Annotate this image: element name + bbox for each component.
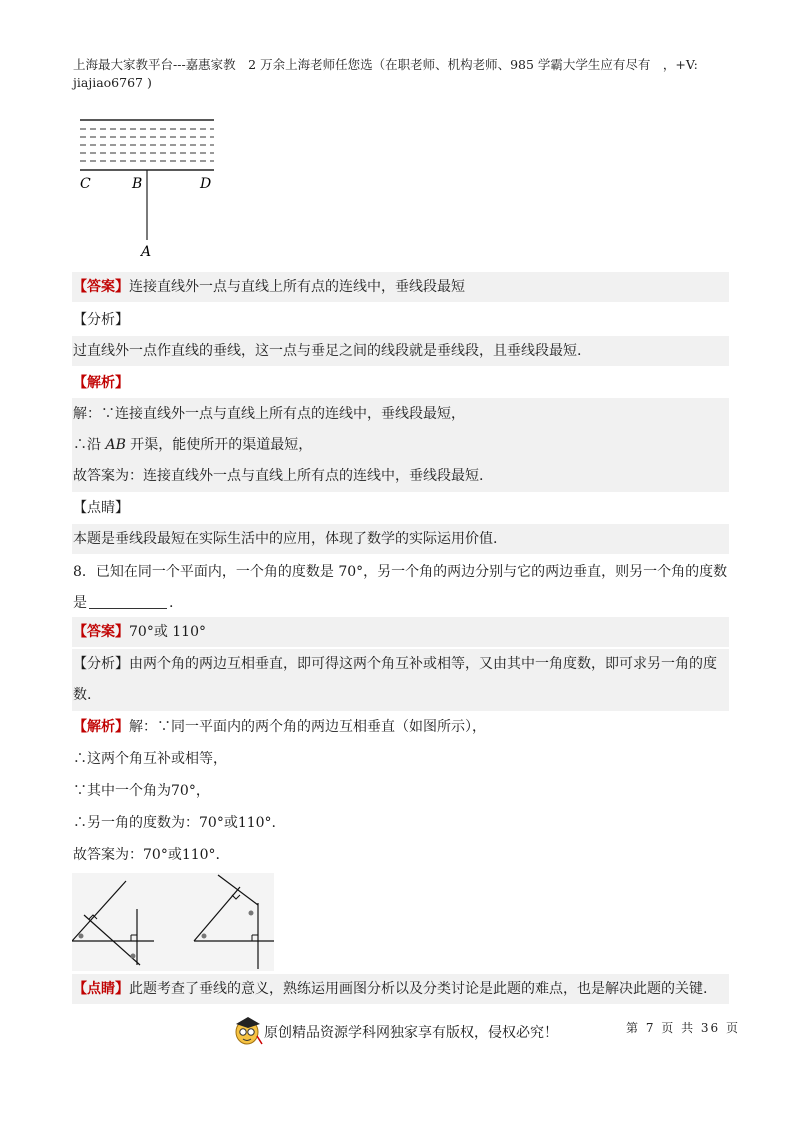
q7-answer: 【答案】连接直线外一点与直线上所有点的连线中，垂线段最短 (73, 279, 465, 295)
label-b: B (132, 176, 143, 192)
q7-solution-line-1: 解：∵连接直线外一点与直线上所有点的连线中，垂线段最短， (73, 406, 465, 422)
q7-solution-title: 【解析】 (73, 375, 129, 391)
page-number: 第 7 页 共 36 页 (626, 1021, 740, 1035)
label-d: D (200, 176, 212, 192)
q7-analysis-text: 过直线外一点作直线的垂线，这一点与垂足之间的线段就是垂线段，且垂线段最短. (73, 343, 582, 359)
mascot-icon (233, 1014, 263, 1048)
q8-analysis-line-2: 数. (73, 687, 92, 703)
q8-solution-line-3: ∵其中一个角为70°， (73, 783, 210, 799)
q8-comment: 【点睛】此题考查了垂线的意义，熟练运用画图分析以及分类讨论是此题的难点，也是解决此题的关键. (73, 981, 708, 997)
q7-analysis-title: 【分析】 (73, 312, 129, 328)
label-c: C (80, 176, 91, 192)
perpendicular-angles-figure (72, 873, 274, 971)
q8-solution-line-1: 【解析】解：∵同一平面内的两个角的两边互相垂直（如图所示）， (73, 719, 486, 735)
answer-blank (89, 594, 167, 609)
page-header (73, 56, 733, 92)
q8-solution-line-4: ∴另一角的度数为：70°或110°. (73, 815, 276, 831)
q7-comment-text: 本题是垂线段最短在实际生活中的应用，体现了数学的实际运用价值. (73, 531, 498, 547)
q7-comment-title: 【点睛】 (73, 500, 129, 516)
copyright-notice: 原创精品资源学科网独家享有版权，侵权必究！ (264, 1025, 558, 1041)
q8-analysis-line-1: 【分析】由两个角的两边互相垂直，即可得这两个角互补或相等，又由其中一角度数，即可求另一角的度 (73, 656, 717, 672)
q8-question-line-2: 是 . (73, 595, 174, 611)
q7-solution-line-2: ∴沿 AB 开渠，能使所开的渠道最短， (73, 437, 313, 453)
header-line-1: 上海最大家教平台---嘉惠家教 2 万余上海老师任您选（在职老师、机构老师、985 学霸大学生应有尽有 ，+V: (73, 57, 698, 72)
q8-solution-line-2: ∴这两个角互补或相等， (73, 751, 227, 767)
q8-solution-line-5: 故答案为：70°或110°. (73, 847, 220, 863)
canal-figure (70, 112, 230, 262)
q7-solution-line-3: 故答案为：连接直线外一点与直线上所有点的连线中，垂线段最短. (73, 468, 484, 484)
label-a: A (141, 244, 152, 260)
q8-answer: 【答案】70°或 110° (73, 624, 206, 640)
header-line-2: jiajiao6767 ) (73, 75, 152, 90)
q8-question-line-1: 8．已知在同一个平面内，一个角的度数是 70°，另一个角的两边分别与它的两边垂直，则另一个角的度数 (73, 564, 728, 580)
